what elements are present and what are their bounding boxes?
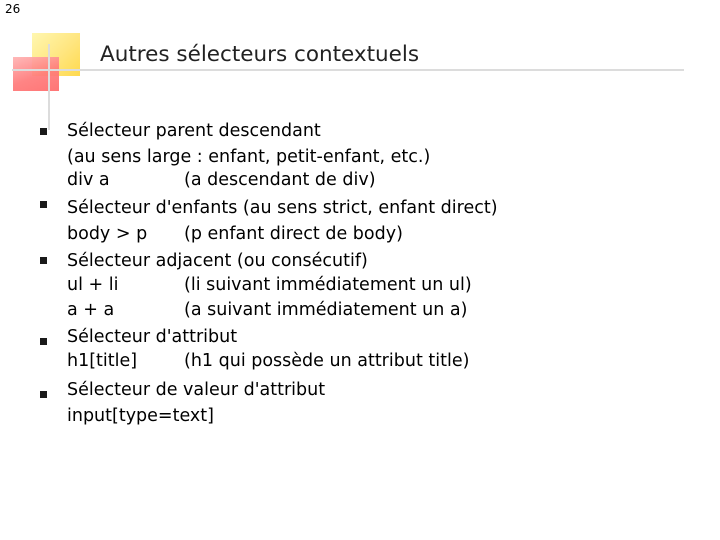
example-description: (p enfant direct de body) bbox=[184, 224, 403, 244]
slide-number: 26 bbox=[5, 2, 21, 16]
example-description: (li suivant immédiatement un ul) bbox=[184, 275, 472, 295]
bullet-icon bbox=[40, 338, 47, 345]
item-detail: (au sens large : enfant, petit-enfant, etc.) bbox=[67, 147, 431, 167]
bullet-icon bbox=[40, 201, 47, 208]
example-description: (h1 qui possède un attribut title) bbox=[184, 351, 470, 371]
bullet-icon bbox=[40, 257, 47, 264]
example-code: a + a bbox=[67, 300, 115, 320]
example-code: h1[title] bbox=[67, 351, 138, 371]
decorative-vertical-line bbox=[48, 44, 50, 130]
item-heading: Sélecteur d'enfants (au sens strict, enfant direct) bbox=[67, 198, 498, 218]
item-detail: input[type=text] bbox=[67, 406, 214, 426]
example-description: (a descendant de div) bbox=[184, 170, 376, 190]
example-description: (a suivant immédiatement un a) bbox=[184, 300, 468, 320]
item-heading: Sélecteur adjacent (ou consécutif) bbox=[67, 251, 368, 271]
example-code: div a bbox=[67, 170, 110, 190]
item-heading: Sélecteur parent descendant bbox=[67, 121, 321, 141]
decorative-red-square bbox=[13, 57, 59, 91]
decorative-horizontal-line bbox=[12, 69, 684, 71]
bullet-icon bbox=[40, 128, 47, 135]
example-code: ul + li bbox=[67, 275, 119, 295]
slide-title: Autres sélecteurs contextuels bbox=[100, 42, 420, 67]
bullet-icon bbox=[40, 391, 47, 398]
item-heading: Sélecteur d'attribut bbox=[67, 327, 238, 347]
example-code: body > p bbox=[67, 224, 148, 244]
item-heading: Sélecteur de valeur d'attribut bbox=[67, 380, 326, 400]
